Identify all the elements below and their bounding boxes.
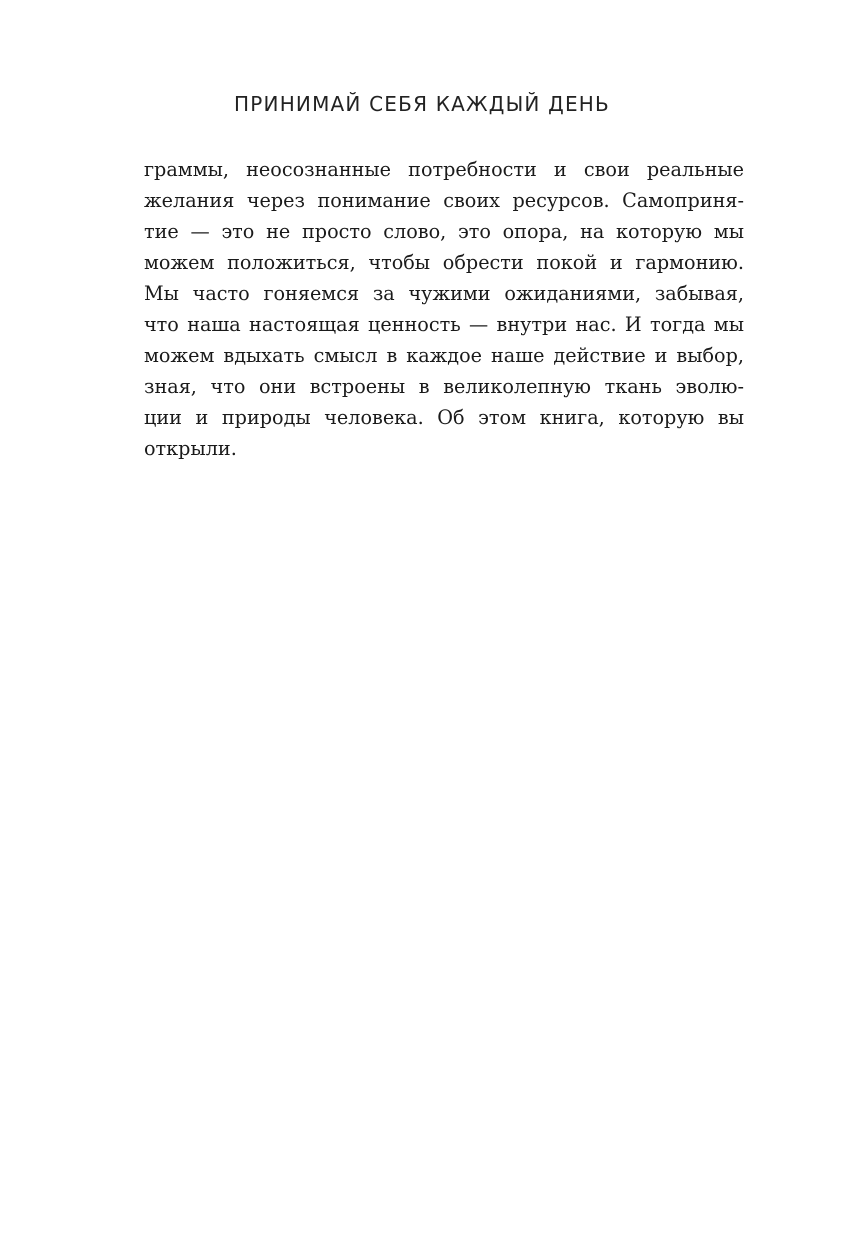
text-line: можем положиться, чтобы обрести покой и гармонию.: [144, 251, 744, 274]
running-head-title: ПРИНИМАЙ СЕБЯ КАЖДЫЙ ДЕНЬ: [234, 92, 610, 116]
text-line: желания через понимание своих ресурсов. Самоприня-: [144, 189, 744, 212]
body-paragraph: [144, 154, 744, 464]
text-line: можем вдыхать смысл в каждое наше действие и выбор,: [144, 344, 744, 367]
text-line: граммы, неосознанные потребности и свои реальные: [144, 158, 744, 181]
text-line: зная, что они встроены в великолепную ткань эволю-: [144, 375, 744, 398]
text-line: Мы часто гоняемся за чужими ожиданиями, забывая,: [144, 282, 744, 305]
text-line: открыли.: [144, 437, 237, 460]
text-line: что наша настоящая ценность — внутри нас. И тогда мы: [144, 313, 744, 336]
text-line: тие — это не просто слово, это опора, на которую мы: [144, 220, 744, 243]
text-line: ции и природы человека. Об этом книга, которую вы: [144, 406, 744, 429]
